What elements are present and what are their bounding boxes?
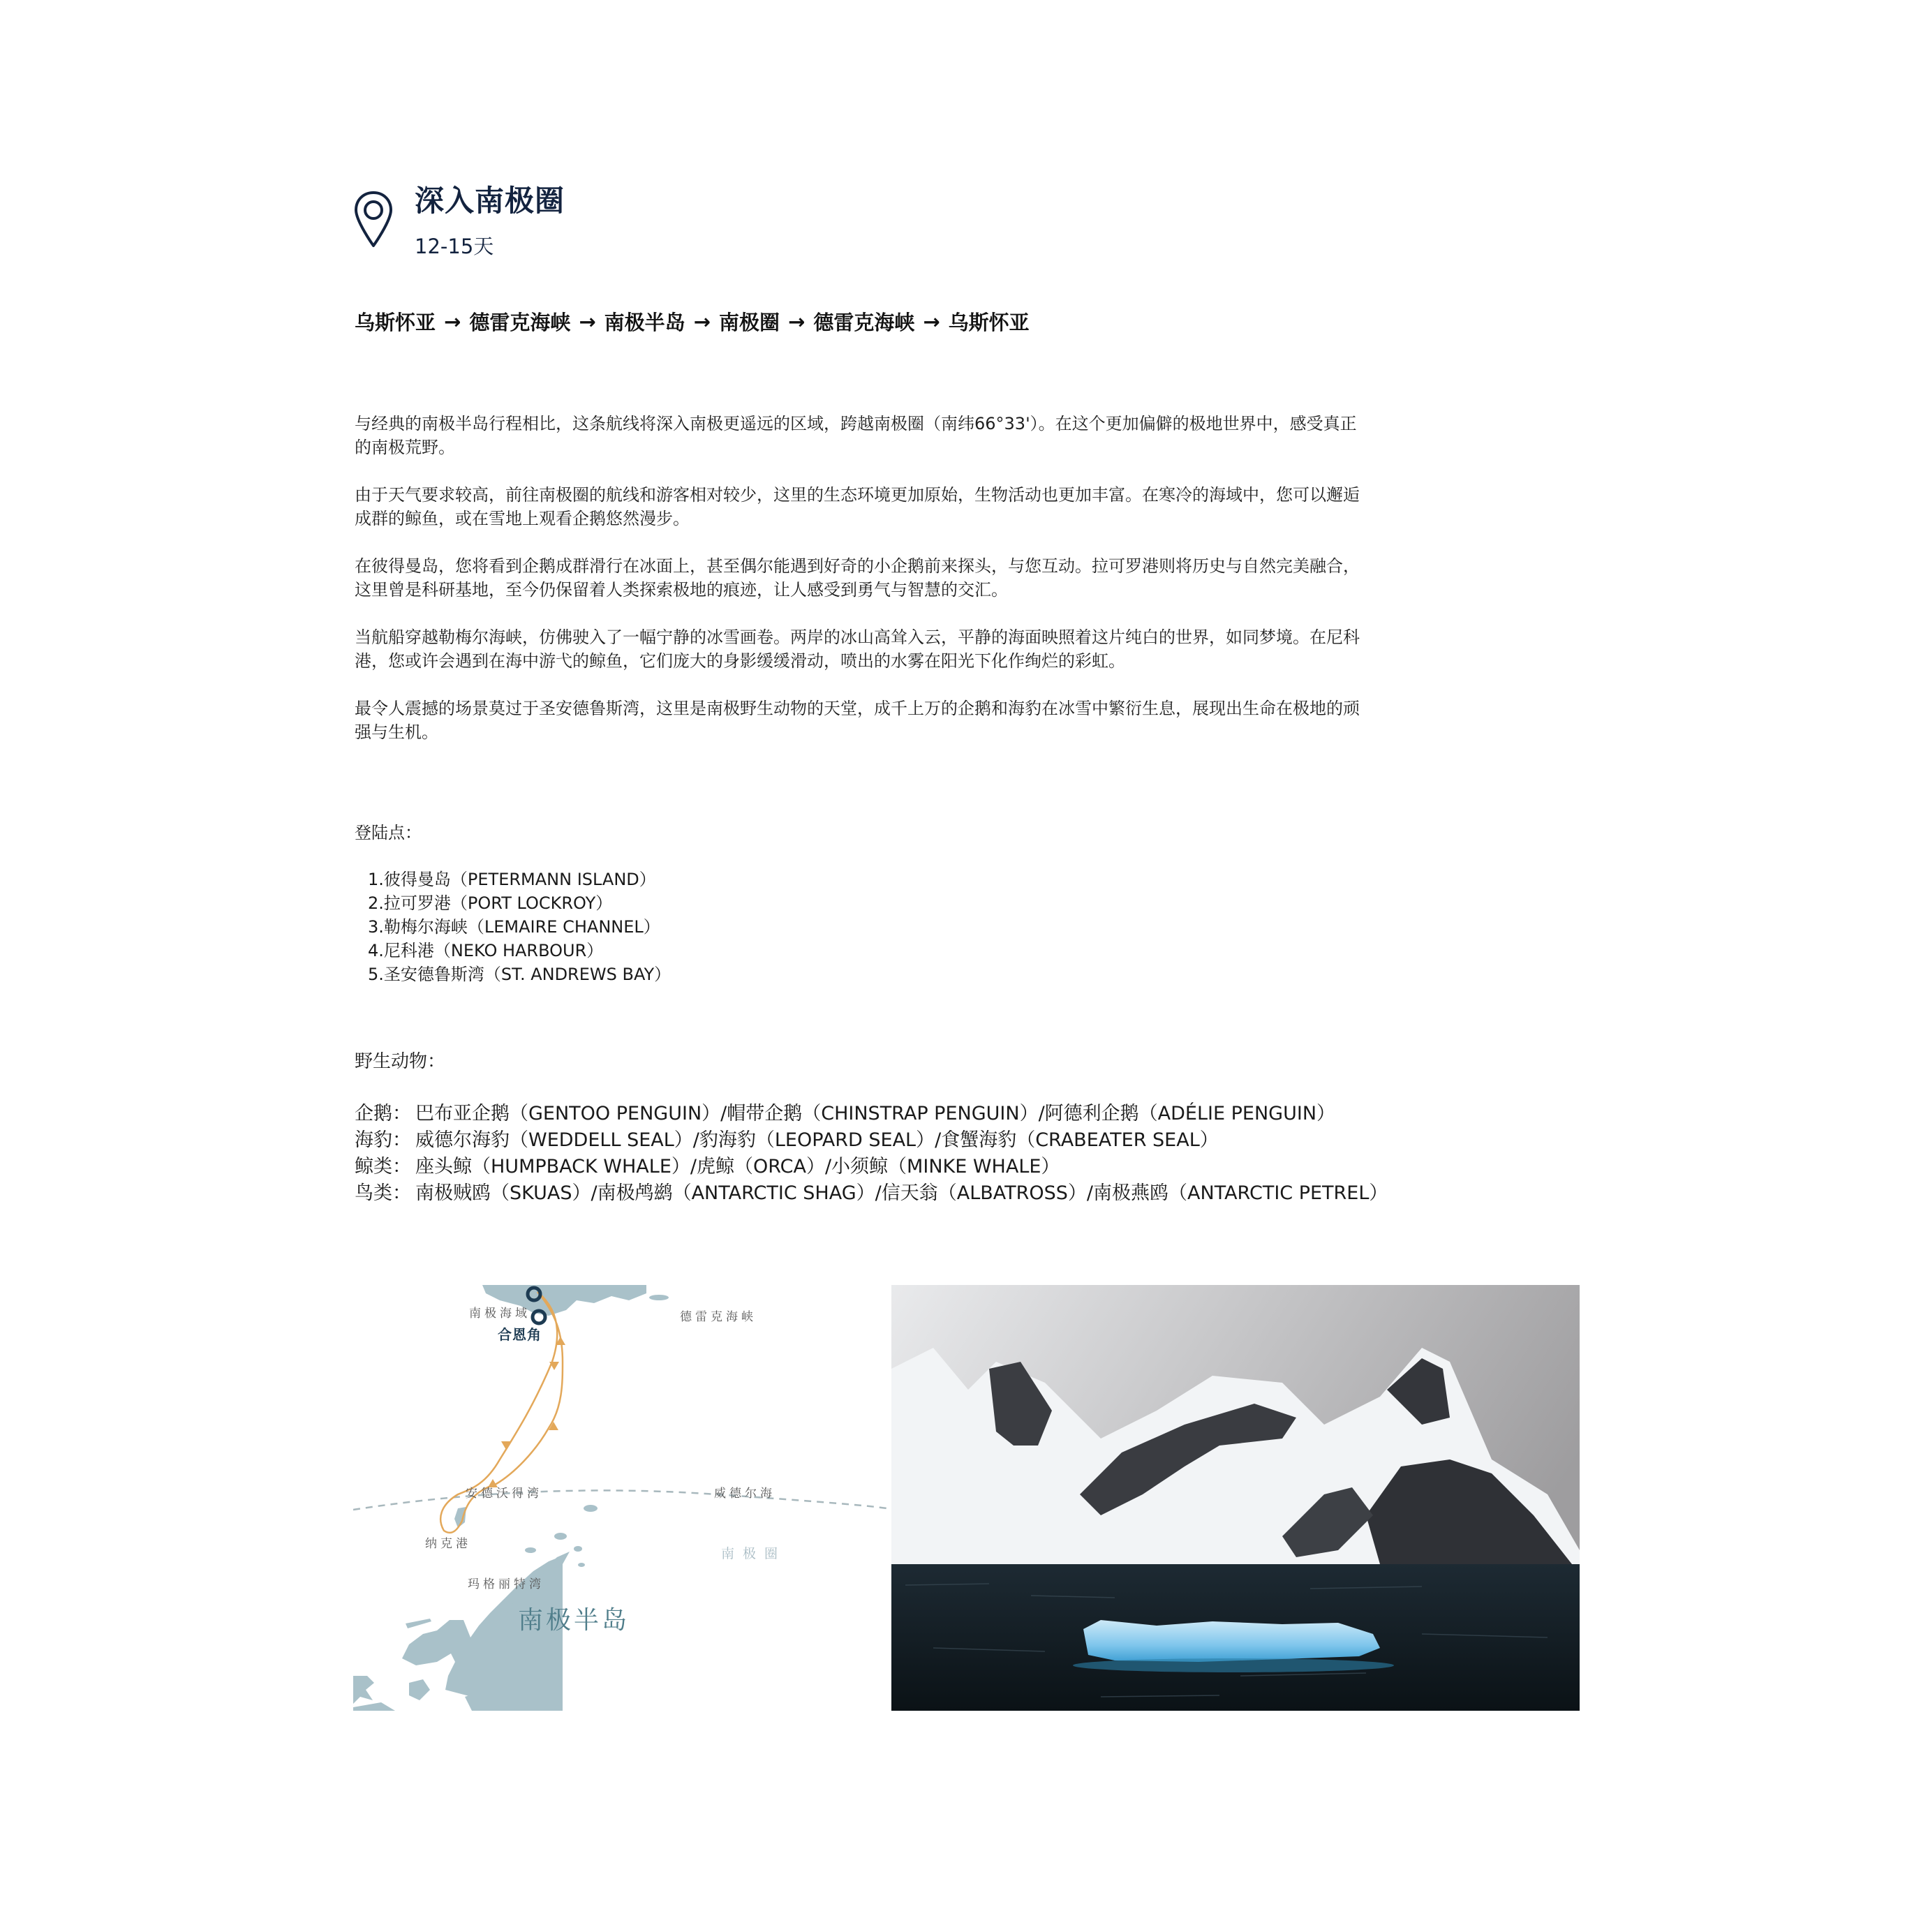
wildlife-row [355,1101,1388,1127]
map-label-andvord-bay: 安德沃得湾 [466,1487,542,1501]
wildlife-category: 企鹅： [355,1103,411,1124]
landing-sites-list [368,868,671,986]
arrow-right-icon: → [579,309,596,334]
map-label-cape-horn: 合恩角 [498,1326,542,1343]
list-item: 1.彼得曼岛（PETERMANN ISLAND） [368,870,656,889]
map-label-southern-ocean: 南极海域 [469,1307,530,1321]
trip-duration: 12-15天 [415,235,494,258]
wildlife-category: 鲸类： [355,1156,411,1177]
paragraph: 由于天气要求较高，前往南极圈的航线和游客相对较少，这里的生态环境更加原始，生物活动也更加丰富。在寒冷的海域中，您可以邂逅成群的鲸鱼，或在雪地上观看企鹅悠然漫步。 [355,485,1360,528]
list-item: 3.勒梅尔海峡（LEMAIRE CHANNEL） [368,917,660,937]
description [355,412,1360,768]
list-item: 5.圣安德鲁斯湾（ST. ANDREWS BAY） [368,965,671,984]
arrow-right-icon: → [923,309,940,334]
map-label-weddell-sea: 威德尔海 [714,1487,776,1501]
map-label-drake-passage: 德雷克海峡 [680,1310,757,1324]
wildlife-row [355,1127,1388,1154]
list-item: 4.尼科港（NEKO HARBOUR） [368,941,604,960]
wildlife-list [355,1101,1388,1207]
wildlife-row [355,1154,1388,1180]
map-label-neko-harbour: 纳克港 [425,1537,471,1551]
paragraph: 最令人震撼的场景莫过于圣安德鲁斯湾，这里是南极野生动物的天堂，成千上万的企鹅和海豹在冰雪中繁衍生息，展现出生命在极地的顽强与生机。 [355,699,1360,742]
wildlife-row [355,1180,1388,1207]
wildlife-species: 南极贼鸥（SKUAS）/南极鸬鹚（ANTARCTIC SHAG）/信天翁（ALBATROSS）/南极燕鸥（ANTARCTIC PETREL） [415,1182,1388,1204]
route-stop: 德雷克海峡 [813,311,915,334]
list-item: 2.拉可罗港（PORT LOCKROY） [368,893,613,913]
paragraph: 在彼得曼岛，您将看到企鹅成群滑行在冰面上，甚至偶尔能遇到好奇的小企鹅前来探头，与您互动。拉可罗港则将历史与自然完美融合，这里曾是科研基地，至今仍保留着人类探索极地的痕迹，让人感受到勇气与智慧的交汇。 [355,556,1360,600]
route-stop: 乌斯怀亚 [355,311,436,334]
arrow-right-icon: → [444,309,461,334]
iceberg-photo [891,1285,1580,1711]
route-stop: 乌斯怀亚 [948,311,1030,334]
paragraph: 与经典的南极半岛行程相比，这条航线将深入南极更遥远的区域，跨越南极圈（南纬66°33'）。在这个更加偏僻的极地世界中，感受真正的南极荒野。 [355,414,1357,457]
page-title: 深入南极圈 [415,184,565,218]
map-label-marguerite-bay: 玛格丽特湾 [468,1577,544,1591]
route-map [353,1285,891,1711]
map-label-antarctic-circle: 南极圈 [721,1546,787,1561]
route-line [355,307,1030,336]
location-pin-icon [353,190,394,248]
wildlife-species: 巴布亚企鹅（GENTOO PENGUIN）/帽带企鹅（CHINSTRAP PENGUIN）/阿德利企鹅（ADÉLIE PENGUIN） [415,1103,1336,1124]
route-stop: 德雷克海峡 [469,311,571,334]
wildlife-heading: 野生动物： [355,1051,446,1072]
landing-sites-heading: 登陆点： [355,823,422,842]
wildlife-category: 海豹： [355,1129,411,1151]
wildlife-species: 威德尔海豹（WEDDELL SEAL）/豹海豹（LEOPARD SEAL）/食蟹海豹（CRABEATER SEAL） [415,1129,1219,1151]
map-label-antarctic-peninsula: 南极半岛 [518,1606,630,1635]
route-stop: 南极半岛 [604,311,685,334]
route-stop: 南极圈 [718,311,780,334]
paragraph: 当航船穿越勒梅尔海峡，仿佛驶入了一幅宁静的冰雪画卷。两岸的冰山高耸入云，平静的海面映照着这片纯白的世界，如同梦境。在尼科港，您或许会遇到在海中游弋的鲸鱼，它们庞大的身影缓缓滑动，喷出的水雾在阳光下化作绚烂的彩虹。 [355,627,1360,671]
arrow-right-icon: → [693,309,711,334]
wildlife-species: 座头鲸（HUMPBACK WHALE）/虎鲸（ORCA）/小须鲸（MINKE WHALE） [415,1156,1060,1177]
arrow-right-icon: → [788,309,806,334]
wildlife-category: 鸟类： [355,1182,411,1204]
